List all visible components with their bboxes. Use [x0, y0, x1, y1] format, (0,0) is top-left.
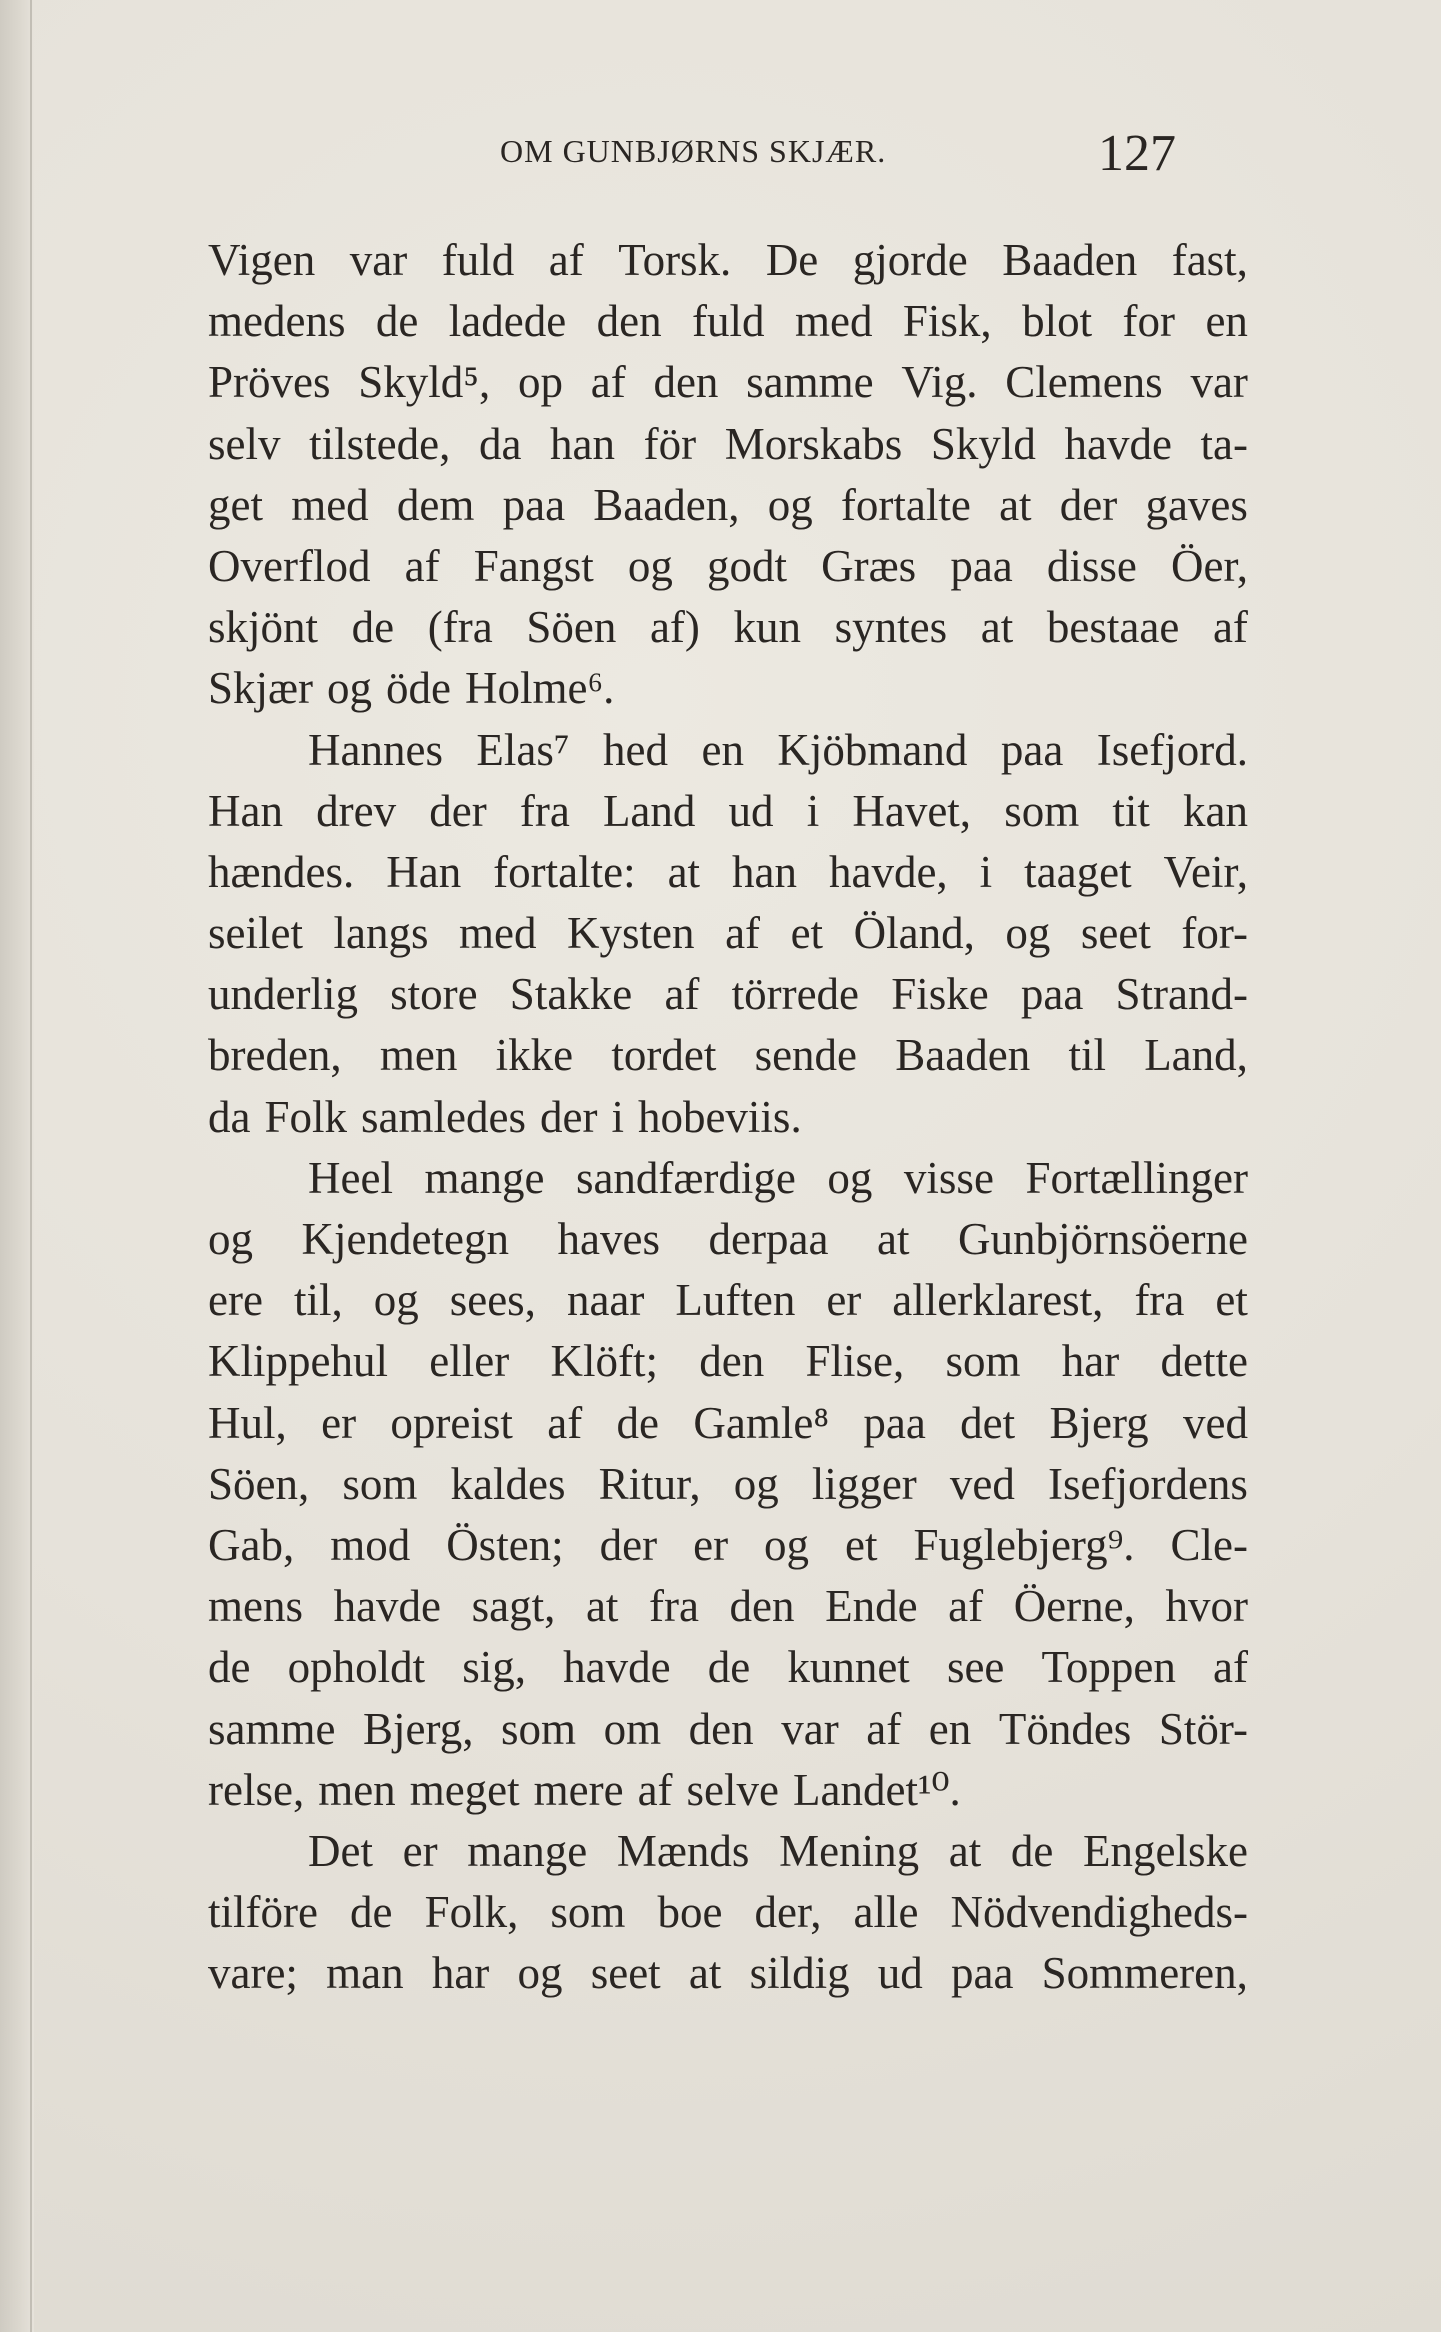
text-line [208, 1270, 1248, 1331]
word: derpaa [708, 1214, 829, 1264]
word: Han [208, 785, 283, 836]
word: breden, [208, 1030, 342, 1081]
word: (fra [427, 602, 493, 653]
word: og [373, 1275, 419, 1326]
word: at [585, 1581, 619, 1632]
word: som [550, 1887, 626, 1938]
text-line [208, 475, 1248, 536]
word: Klöft; [550, 1336, 658, 1387]
word: at [980, 602, 1014, 653]
word: underlig [208, 969, 358, 1020]
word: Vigen [208, 235, 316, 285]
text-line [208, 964, 1248, 1025]
word: af) [649, 602, 700, 653]
word: tordet [611, 1030, 717, 1081]
word: Skjær [208, 663, 314, 714]
word: bestaae [1046, 602, 1180, 653]
word: Folk, [424, 1887, 519, 1938]
word: at [667, 846, 701, 897]
word: Hul, [208, 1397, 287, 1448]
word: Flise, [805, 1336, 905, 1387]
word: Stakke [509, 969, 633, 1020]
word: og [764, 1519, 810, 1570]
word: Torsk. [618, 235, 732, 285]
word: fra [649, 1581, 699, 1632]
word: samme [746, 357, 874, 408]
word: Stör- [1158, 1703, 1248, 1754]
word: fuld [692, 296, 765, 347]
word: at [999, 479, 1032, 530]
word: Mænds [616, 1825, 750, 1876]
page-number: 127 [1098, 125, 1176, 182]
word: op [517, 357, 563, 408]
word: Han [386, 846, 462, 897]
word: sig, [462, 1642, 527, 1693]
word: vare; [208, 1948, 298, 1999]
word: han [732, 846, 798, 897]
word: Öland, [853, 908, 975, 959]
word: at [688, 1948, 722, 1999]
word: og [327, 663, 373, 714]
word: Gab, [208, 1519, 295, 1570]
word: de [707, 1642, 751, 1693]
word: sandfærdige [575, 1152, 796, 1203]
text-line [208, 291, 1248, 352]
text-line [208, 1209, 1248, 1270]
text-line [208, 1515, 1248, 1576]
text-line [208, 352, 1248, 413]
word: ikke [495, 1030, 574, 1081]
word: Vig. [901, 357, 978, 408]
text-line [208, 1637, 1248, 1698]
word: at [876, 1214, 910, 1264]
word: en [1205, 296, 1248, 347]
text-line [208, 903, 1248, 964]
word: hed [603, 724, 669, 775]
word: kan [1183, 785, 1248, 836]
word: opholdt [287, 1642, 426, 1693]
word: de [208, 1642, 251, 1693]
word: fuld [441, 235, 515, 285]
word: naar [566, 1275, 645, 1326]
word: ud [728, 785, 774, 836]
word: Clemens [1005, 357, 1163, 408]
word: paa [863, 1397, 926, 1448]
word: Morskabs [724, 418, 903, 469]
word: som [1004, 785, 1080, 836]
word: ligger [811, 1458, 917, 1509]
word: Kjendetegn [301, 1214, 509, 1264]
word: man [326, 1948, 404, 1999]
text-line [208, 842, 1248, 903]
word: dem [396, 479, 475, 530]
word: som [342, 1458, 418, 1509]
word: Öerne, [1013, 1581, 1135, 1632]
word: medens [208, 296, 346, 347]
word: de [616, 1397, 660, 1448]
text-line [208, 1148, 1248, 1209]
text-line [208, 1393, 1248, 1454]
word: hobeviis. [637, 1091, 802, 1142]
word: kun [733, 602, 802, 653]
word: Holme⁶. [465, 663, 615, 714]
word: med [794, 296, 873, 347]
word: kaldes [450, 1458, 566, 1509]
word: seet [590, 1948, 661, 1999]
text-line [208, 597, 1248, 658]
word: ved [1183, 1397, 1248, 1448]
word: öde [386, 663, 452, 714]
word: skjönt [208, 602, 319, 653]
word: Mening [779, 1825, 920, 1876]
word: kunnet [787, 1642, 910, 1693]
word: og [827, 1152, 873, 1203]
word: Östen; [446, 1519, 564, 1570]
word: för [643, 418, 697, 469]
text-line [208, 1331, 1248, 1392]
word: Isefjordens [1048, 1458, 1248, 1509]
word: ere [208, 1275, 263, 1326]
word: Töndes [998, 1703, 1132, 1754]
word: som [501, 1703, 577, 1754]
word: de [375, 296, 419, 347]
word: den [699, 1336, 765, 1387]
word: Strand- [1115, 969, 1248, 1020]
word: Skyld⁵, [358, 357, 491, 408]
word: Fortællinger [1025, 1152, 1248, 1203]
text-line [208, 1454, 1248, 1515]
word: den [596, 296, 662, 347]
text-line [208, 720, 1248, 781]
word: fast, [1171, 235, 1248, 285]
word: paa [1000, 724, 1064, 775]
word: Baaden, [593, 479, 740, 530]
word: af [590, 357, 626, 408]
word: i [806, 785, 820, 836]
word: han [550, 418, 616, 469]
word: og [1005, 908, 1051, 959]
word: paa [950, 540, 1013, 591]
word: et [1215, 1275, 1248, 1326]
word: er [321, 1397, 357, 1448]
word: en [928, 1703, 972, 1754]
word: visse [903, 1152, 994, 1203]
word: Veir, [1163, 846, 1248, 897]
word: om [603, 1703, 662, 1754]
word: af [548, 235, 584, 285]
word: Engelske [1083, 1825, 1248, 1876]
word: Landet¹⁰. [793, 1764, 961, 1815]
word: tilföre [208, 1887, 318, 1938]
word: Öer, [1171, 540, 1248, 591]
word: Söen [526, 602, 617, 653]
word: Isefjord. [1096, 724, 1248, 775]
word: af [866, 1703, 902, 1754]
word: sees, [449, 1275, 536, 1326]
word: boe [657, 1887, 723, 1938]
word: Land [602, 785, 696, 836]
word: selv [208, 418, 281, 469]
word: da [208, 1091, 251, 1142]
word: et [845, 1519, 878, 1570]
word: see [946, 1642, 1005, 1693]
word: den [688, 1703, 754, 1754]
word: har [1061, 1336, 1120, 1387]
word: Elas⁷ [476, 724, 570, 775]
word: Gunbjörnsöerne [958, 1214, 1248, 1264]
word: tit [1112, 785, 1150, 836]
word: havde [563, 1642, 671, 1693]
word: tilstede, [309, 418, 451, 469]
word: fortalte: [493, 846, 636, 897]
word: Fiske [891, 969, 989, 1020]
text-line [208, 414, 1248, 475]
word: og [517, 1948, 563, 1999]
word: af [404, 540, 440, 591]
word: som [945, 1336, 1021, 1387]
text-line [208, 1821, 1248, 1882]
text-line [208, 1699, 1248, 1760]
word: Klippehul [208, 1336, 388, 1387]
word: Nödvendigheds- [950, 1887, 1248, 1938]
word: var [1190, 357, 1248, 408]
word: sagt, [471, 1581, 556, 1632]
word: store [390, 969, 478, 1020]
word: af [725, 908, 761, 959]
word: de [350, 1887, 393, 1938]
word: relse, [208, 1764, 305, 1815]
word: Græs [821, 540, 917, 591]
word: men [379, 1030, 458, 1081]
text-line [208, 1576, 1248, 1637]
running-title: OM GUNBJØRNS SKJÆR. [500, 133, 887, 169]
word: et [790, 908, 824, 959]
word: haves [557, 1214, 660, 1264]
word: mens [208, 1581, 303, 1632]
word: ladede [448, 296, 567, 347]
word: Land, [1144, 1030, 1248, 1081]
word: gaves [1145, 479, 1248, 530]
word: der [539, 1091, 598, 1142]
word: de [351, 602, 395, 653]
word: Fisk, [902, 296, 992, 347]
word: Kysten [567, 908, 695, 959]
word: sildig [749, 1948, 850, 1999]
word: Luften [675, 1275, 796, 1326]
word: Fangst [473, 540, 594, 591]
word: de [1010, 1825, 1054, 1876]
text-line [208, 230, 1248, 291]
word: Gamle⁸ [693, 1397, 830, 1448]
word: Kjöbmand [777, 724, 968, 775]
word: Skyld [930, 418, 1036, 469]
word: paa [951, 1948, 1014, 1999]
word: mange [424, 1152, 545, 1203]
word: Baaden [895, 1030, 1031, 1081]
word: med [291, 479, 369, 530]
word: til, [293, 1275, 343, 1326]
word: seet [1080, 908, 1151, 959]
word: blot [1022, 296, 1093, 347]
word: fortalte [840, 479, 971, 530]
word: fra [519, 785, 570, 836]
word: mange [467, 1825, 588, 1876]
text-line [208, 1025, 1248, 1086]
word: gjorde [852, 235, 968, 285]
word: allerklarest, [892, 1275, 1104, 1326]
text-line [208, 658, 1248, 719]
word: Bjerg [1049, 1397, 1149, 1448]
word: Ritur, [598, 1458, 701, 1509]
word: ud [877, 1948, 923, 1999]
word: og [767, 479, 813, 530]
word: alle [853, 1887, 919, 1938]
word: da [478, 418, 522, 469]
word: Toppen [1041, 1642, 1176, 1693]
word: Bjerg, [363, 1703, 474, 1754]
word: eller [429, 1336, 510, 1387]
text-line [208, 1882, 1248, 1943]
word: mere [533, 1764, 624, 1815]
word: Baaden [1002, 235, 1138, 285]
word: og [733, 1458, 779, 1509]
word: med [459, 908, 537, 959]
word: godt [707, 540, 788, 591]
word: get [208, 479, 263, 530]
word: dette [1160, 1336, 1248, 1387]
word: paa [1020, 969, 1084, 1020]
word: er [826, 1275, 862, 1326]
word: der, [754, 1887, 822, 1938]
word: af [948, 1581, 984, 1632]
word: der [429, 785, 487, 836]
word: selve [686, 1764, 780, 1815]
word: Fuglebjerg⁹. [913, 1519, 1135, 1570]
word: Sommeren, [1041, 1948, 1248, 1999]
word: for- [1181, 908, 1248, 959]
word: har [431, 1948, 490, 1999]
word: Cle- [1170, 1519, 1248, 1570]
word: samledes [361, 1091, 526, 1142]
text-line [208, 536, 1248, 597]
word: fra [1134, 1275, 1185, 1326]
word: Heel [308, 1152, 393, 1203]
word: for [1122, 296, 1176, 347]
text-line [208, 1087, 1248, 1148]
word: der [1059, 479, 1118, 530]
text-line [208, 1943, 1248, 2004]
word: disse [1046, 540, 1137, 591]
word: havde, [828, 846, 948, 897]
word: af [1212, 1642, 1248, 1693]
word: mod [330, 1519, 411, 1570]
word: og [627, 540, 673, 591]
word: Pröves [208, 357, 331, 408]
word: paa [502, 479, 566, 530]
word: De [765, 235, 819, 285]
word: af [637, 1764, 673, 1815]
word: sende [754, 1030, 858, 1081]
word: Folk [264, 1091, 348, 1142]
word: og [208, 1214, 253, 1264]
word: Ende [825, 1581, 918, 1632]
word: den [653, 357, 719, 408]
word: af [547, 1397, 583, 1448]
word: syntes [834, 602, 948, 653]
word: af [664, 969, 700, 1020]
word: drev [316, 785, 397, 836]
page-gutter [0, 0, 34, 2332]
word: var [781, 1703, 839, 1754]
word: er [693, 1519, 729, 1570]
word: men [318, 1764, 396, 1815]
word: havde [1064, 418, 1172, 469]
text-line [208, 1760, 1248, 1821]
text-line [208, 781, 1248, 842]
word: ta- [1200, 418, 1248, 469]
word: i [611, 1091, 624, 1142]
word: Overflod [208, 540, 371, 591]
word: en [701, 724, 744, 775]
word: ved [949, 1458, 1015, 1509]
word: til [1068, 1030, 1106, 1081]
word: at [948, 1825, 982, 1876]
word: det [960, 1397, 1016, 1448]
word: Hannes [308, 724, 443, 775]
body-text [208, 230, 1248, 2004]
word: Söen, [208, 1458, 310, 1509]
word: der [599, 1519, 658, 1570]
word: seilet [208, 908, 303, 959]
word: törrede [731, 969, 860, 1020]
gutter-edge [30, 0, 32, 2332]
word: i [979, 846, 993, 897]
word: hvor [1165, 1581, 1248, 1632]
word: Det [308, 1825, 373, 1876]
word: den [729, 1581, 795, 1632]
word: er [402, 1825, 438, 1876]
word: samme [208, 1703, 336, 1754]
word: taaget [1024, 846, 1132, 897]
word: var [349, 235, 408, 285]
word: opreist [390, 1397, 513, 1448]
word: af [1212, 602, 1248, 653]
word: langs [333, 908, 429, 959]
word: hændes. [208, 846, 355, 897]
word: havde [333, 1581, 442, 1632]
word: Havet, [852, 785, 972, 836]
word: meget [409, 1764, 520, 1815]
